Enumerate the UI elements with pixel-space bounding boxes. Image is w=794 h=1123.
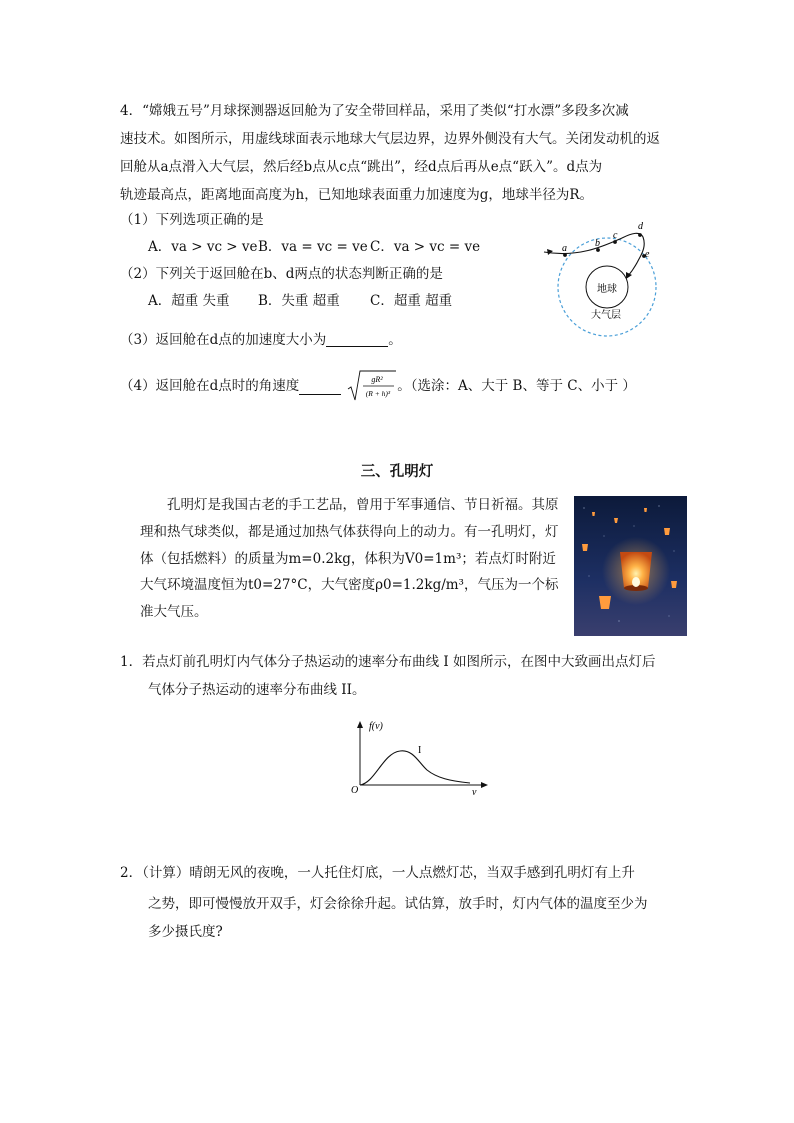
origin-label: O xyxy=(351,785,359,796)
q4-sub4 xyxy=(120,369,636,403)
sky-lantern-photo xyxy=(574,496,687,636)
q4-line-3: 回舱从a点滑入大气层，然后经b点从c点“跳出”，经d点后再从e点“跃入”。d点为 xyxy=(120,159,603,175)
formula-denominator: (R + h)³ xyxy=(366,389,391,398)
q4-line-1: 4．“嫦娥五号”月球探测器返回舱为了安全带回样品，采用了类似“打水漂”多段多次减 xyxy=(120,103,629,119)
s3-q2-line-2: 之势，即可慢慢放开双手，灯会徐徐升起。试估算，放手时，灯内气体的温度至少为 xyxy=(148,896,648,912)
label-c: c xyxy=(613,230,618,241)
q4-sub1-stem: （1）下列选项正确的是 xyxy=(120,212,264,228)
y-axis-arrow xyxy=(357,721,363,728)
q4-sub2-stem: （2）下列关于返回舱在b、d两点的状态判断正确的是 xyxy=(120,266,443,282)
label-e: e xyxy=(645,249,650,260)
point-d xyxy=(638,233,642,237)
intro-text: 孔明灯是我国古老的手工艺品，曾用于军事通信、节日祈福。其原理和热气球类似，都是通过加热气体获得向上的动力。有一孔明灯，灯体（包括燃料）的质量为m=0.2kg，体积为V0=1m³；若点灯时附近大气环境温度恒为t0=27°C，大气密度ρ0=1.2kg/m³，气压为一个标准大气压。 xyxy=(140,497,559,621)
curve-i xyxy=(360,751,470,785)
q4-line-4: 轨迹最高点，距离地面高度为h，已知地球表面重力加速度为g，地球半径为R。 xyxy=(120,187,593,203)
speed-distribution-graph xyxy=(345,715,495,800)
q4-sub3-end: 。 xyxy=(388,332,402,348)
x-axis-arrow xyxy=(481,782,488,788)
q4-sub4-stem: （4）返回舱在d点时的角速度 xyxy=(120,378,300,394)
sqrt-formula xyxy=(347,369,397,403)
arrow-head xyxy=(547,249,553,255)
q4-sub1-option-c: C．va > vc = ve xyxy=(370,239,481,255)
q4-sub1-option-a: A．va > vc > ve xyxy=(148,239,258,255)
label-a: a xyxy=(562,243,567,254)
s3-q2-line-1: 2．（计算）晴朗无风的夜晚，一人托住灯底，一人点燃灯芯，当双手感到孔明灯有上升 xyxy=(120,865,635,881)
label-b: b xyxy=(595,238,600,249)
curve-label: I xyxy=(418,745,422,756)
answer-blank[interactable] xyxy=(326,330,388,347)
formula-numerator: gR² xyxy=(371,375,383,384)
earth-label: 地球 xyxy=(597,284,617,295)
q4-sub2-option-a: A．超重 失重 xyxy=(148,293,230,309)
q4-sub2-option-c: C．超重 超重 xyxy=(370,293,453,309)
orbit-diagram xyxy=(540,215,670,345)
label-d: d xyxy=(638,221,643,232)
q4-sub2-option-b: B．失重 超重 xyxy=(258,293,340,309)
q4-line-2: 速技术。如图所示，用虚线球面表示地球大气层边界，边界外侧没有大气。关闭发动机的返 xyxy=(120,131,660,147)
x-axis-label: v xyxy=(472,787,477,798)
arrow-head xyxy=(626,272,632,279)
answer-blank[interactable] xyxy=(299,378,341,395)
s3-q2-line-3: 多少摄氏度? xyxy=(148,924,223,940)
section-intro xyxy=(140,492,565,626)
q4-sub1-option-b: B．va = vc = ve xyxy=(258,239,368,255)
q4-sub3 xyxy=(120,326,402,354)
q4-sub3-stem: （3）返回舱在d点的加速度大小为 xyxy=(120,332,327,348)
s3-q1-line-2: 气体分子热运动的速率分布曲线 II。 xyxy=(148,682,366,698)
section-title: 三、孔明灯 xyxy=(360,464,434,480)
atmosphere-label: 大气层 xyxy=(591,310,621,321)
s3-q1-line-1: 1．若点灯前孔明灯内气体分子热运动的速率分布曲线 I 如图所示，在图中大致画出点灯后 xyxy=(120,654,656,670)
y-axis-label: f(v) xyxy=(369,721,383,732)
q4-sub4-choices: 。（选涂：A、大于 B、等于 C、小于 ） xyxy=(397,378,636,394)
